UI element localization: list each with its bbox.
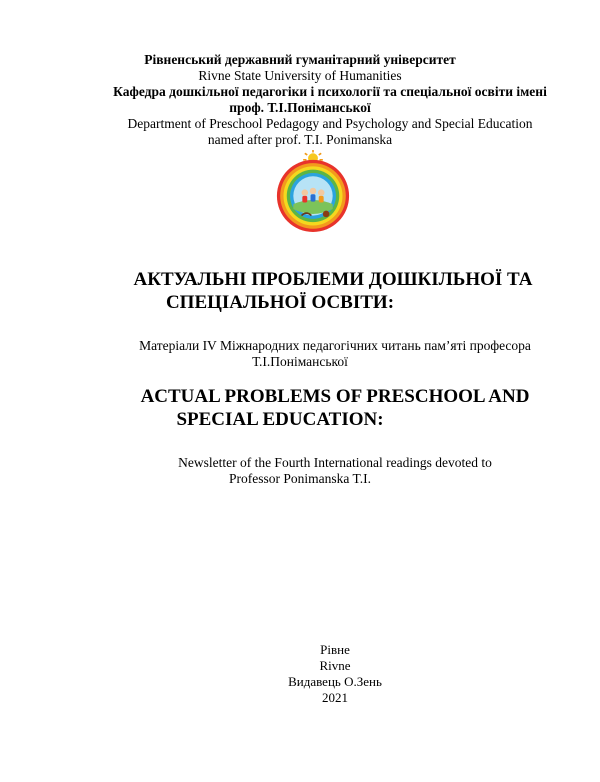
city-en: Rivne — [319, 658, 351, 673]
city-uk: Рівне — [320, 642, 350, 657]
university-name-en: Rivne State University of Humanities — [198, 68, 402, 83]
subtitle-en-line2: Professor Ponimanska T.I. — [229, 471, 371, 486]
department-name-en-line2: named after prof. T.I. Ponimanska — [207, 132, 393, 147]
title-uk-line1: АКТУАЛЬНІ ПРОБЛЕМИ ДОШКІЛЬНОЇ ТА — [133, 269, 533, 290]
department-name-uk-line2: проф. Т.І.Поніманської — [229, 100, 371, 115]
department-name-uk-line1: Кафедра дошкільної педагогіки і психології та спеціальної освіти імені — [113, 84, 547, 99]
title-en-line2: SPECIAL EDUCATION: — [176, 409, 384, 430]
children-icon — [302, 188, 325, 203]
university-name-uk: Рівненський державний гуманітарний університет — [144, 52, 456, 67]
title-en-line1: ACTUAL PROBLEMS OF PRESCHOOL AND — [140, 386, 530, 407]
year: 2021 — [322, 690, 348, 705]
title-uk-line2: СПЕЦІАЛЬНОЇ ОСВІТИ: — [165, 292, 395, 313]
subtitle-en-line1: Newsletter of the Fourth International readings devoted to — [178, 455, 492, 470]
subtitle-uk-line1: Матеріали IV Міжнародних педагогічних читань пам’яті професора — [139, 338, 531, 353]
department-name-en-line1: Department of Preschool Pedagogy and Psychology and Special Education — [127, 116, 533, 131]
subtitle-uk-line2: Т.І.Поніманської — [252, 354, 348, 369]
publisher: Видавець О.Зень — [288, 674, 382, 689]
conference-logo-icon — [272, 150, 354, 232]
